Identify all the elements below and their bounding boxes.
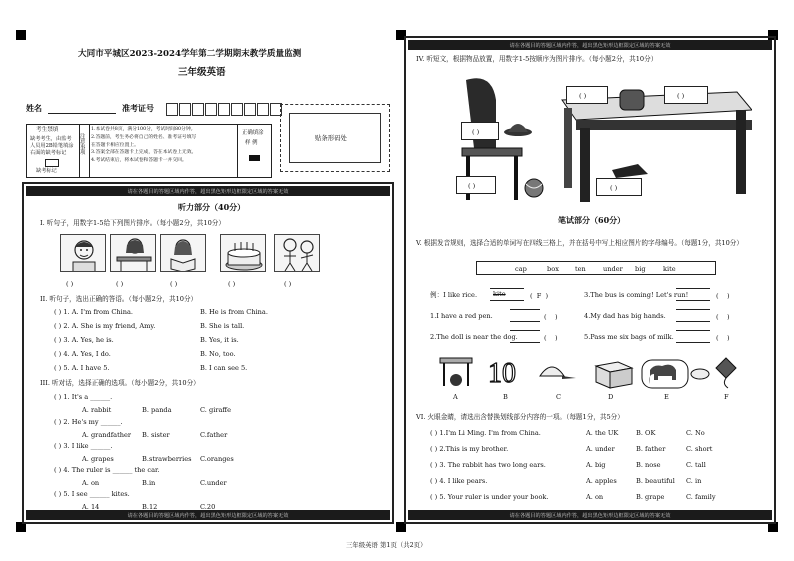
absent-mark-box[interactable]	[45, 159, 59, 167]
q6-question-4[interactable]: ( ) 4. I like pears.	[430, 477, 488, 485]
q4-heading: IV. 听短文，根据物品放置，用数字1-5按顺序为图片排序。（每小题2分，共10分）	[416, 55, 658, 63]
q6-option-a[interactable]: A. the UK	[586, 429, 619, 437]
absent-text-1: 缺考考生，由监考	[30, 136, 72, 142]
q3-option-c[interactable]: C. giraffe	[200, 406, 232, 414]
q3-option-a[interactable]: A. grandfather	[82, 431, 132, 439]
word-bank-word: under	[603, 265, 623, 273]
q2-item-4-b[interactable]: B. No, too.	[200, 350, 236, 358]
q5-item-5: 5.Pass me six bags of milk.	[584, 333, 674, 341]
scene-answer-box[interactable]	[456, 176, 496, 194]
scene-answer-box[interactable]	[596, 178, 642, 196]
four-line-grid[interactable]	[510, 309, 540, 322]
q3-option-c[interactable]: C.oranges	[200, 455, 234, 463]
q6-question-2[interactable]: ( ) 2.This is my brother.	[430, 445, 509, 453]
band-text: 请在各题目的答题区域内作答，超出黑色矩形边框限定区域的答案无效	[509, 512, 671, 519]
four-line-grid[interactable]	[676, 330, 710, 343]
picture-letter-c: C	[556, 393, 562, 401]
example-fill: kite	[493, 290, 506, 298]
q3-option-a[interactable]: A. rabbit	[82, 406, 112, 414]
notes-label: 注意事项	[80, 134, 86, 157]
absent-title: 考生禁填	[36, 127, 59, 133]
notes-label-col	[79, 125, 90, 177]
name-field[interactable]	[48, 113, 116, 114]
q6-option-b[interactable]: B. beautiful	[636, 477, 675, 485]
picture-kids-dancing	[274, 234, 320, 272]
picture-birthday-cake	[220, 234, 266, 272]
q3-option-b[interactable]: B.12	[142, 503, 158, 511]
picture-letter-f: F	[724, 393, 729, 401]
word-bank-word: kite	[663, 265, 676, 273]
absent-text-3: 右面的缺考标记	[30, 150, 67, 156]
scene-blank: ( )	[677, 92, 685, 100]
q6-option-b[interactable]: B. father	[636, 445, 666, 453]
exam-number-grid[interactable]	[166, 101, 283, 120]
notice-table	[26, 124, 272, 178]
word-bank-word: ten	[575, 265, 586, 273]
q5-pictures-illustration	[436, 352, 746, 390]
q6-option-a[interactable]: A. on	[586, 493, 604, 501]
note-line: 3.答案全部在答题卡上完成，答在本试卷上无效。	[91, 150, 197, 156]
q3-option-a[interactable]: A. on	[82, 479, 100, 487]
example-letter: ( F )	[530, 292, 549, 300]
q6-heading: VI. 火眼金睛，请选出含替换划线部分内容的一项。（每题1分，共5分）	[416, 413, 624, 421]
word-bank-word: big	[635, 265, 646, 273]
q2-heading: II. 听句子，选出正确的答语。（每小题2分，共10分）	[40, 295, 198, 303]
q3-option-b[interactable]: B. panda	[142, 406, 172, 414]
q6-question-1[interactable]: ( ) 1.I'm Li Ming. I'm from China.	[430, 429, 541, 437]
q5-letter-blank[interactable]: ( )	[716, 292, 730, 300]
registration-mark	[16, 30, 26, 40]
picture-letter-d: D	[608, 393, 614, 401]
svg-text:10: 10	[488, 358, 516, 389]
q3-heading: III. 听对话，选择正确的选项。（每小题2分，共10分）	[40, 379, 200, 387]
picture-letter-a: A	[453, 393, 458, 401]
q2-item-1-b[interactable]: B. He is from China.	[200, 308, 268, 316]
q6-option-b[interactable]: B. OK	[636, 429, 656, 437]
left-top-band	[26, 186, 390, 196]
filled-mark-sample	[249, 155, 260, 161]
fill-example	[237, 125, 272, 177]
q3-option-c[interactable]: C.under	[200, 479, 227, 487]
picture-boy-eating	[60, 234, 106, 272]
q6-option-a[interactable]: A. under	[586, 445, 615, 453]
q2-item-3[interactable]: ( ) 3. A. Yes, he is.	[54, 336, 114, 344]
q3-option-a[interactable]: A. 14	[82, 503, 100, 511]
q2-item-5[interactable]: ( ) 5. A. I have 5.	[54, 364, 110, 372]
barcode-label: 贴条形码处	[315, 134, 347, 142]
q1-answer-blank[interactable]: ( )	[116, 280, 124, 288]
q5-heading: V. 根据发音规则，选择合适的单词写在四线三格上，并在括号中写上相应图片的字母编号。（每题1分，共10分）	[416, 239, 743, 247]
page-footer: 三年级英语 第1页（共2页）	[346, 541, 427, 549]
girl-reading-icon	[161, 235, 206, 272]
q5-item-3: 3.The bus is coming! Let's run!	[584, 291, 689, 299]
scene-blank: ( )	[468, 182, 476, 190]
scene-blank: ( )	[579, 92, 587, 100]
q3-question-4[interactable]: ( ) 4. The ruler is ______ the car.	[54, 466, 160, 474]
q6-option-a[interactable]: A. big	[586, 461, 606, 469]
four-line-grid[interactable]	[676, 309, 710, 322]
q6-option-b[interactable]: B. nose	[636, 461, 661, 469]
right-bottom-band	[408, 510, 772, 520]
q6-option-c[interactable]: C. family	[686, 493, 716, 501]
q1-answer-blank[interactable]: ( )	[284, 280, 292, 288]
exam-subtitle: 三年级英语	[178, 67, 226, 78]
q3-option-b[interactable]: B. sister	[142, 431, 170, 439]
four-line-grid[interactable]	[510, 330, 540, 343]
fill-example-label: 正确填涂	[242, 130, 264, 136]
q5-letter-blank[interactable]: ( )	[544, 334, 558, 342]
q3-option-c[interactable]: C.father	[200, 431, 228, 439]
note-line: 1.本试卷共8页，满分100分，考试时间80分钟。	[91, 127, 196, 132]
q3-option-c[interactable]: C.20	[200, 503, 216, 511]
scene-answer-box[interactable]	[664, 86, 708, 104]
q3-option-b[interactable]: B.in	[142, 479, 156, 487]
picture-letter-e: E	[664, 393, 669, 401]
q5-letter-blank[interactable]: ( )	[544, 313, 558, 321]
q2-item-1[interactable]: ( ) 1. A. I'm from China.	[54, 308, 134, 316]
four-line-grid[interactable]	[676, 288, 710, 301]
q5-item-4: 4.My dad has big hands.	[584, 312, 666, 320]
listening-title: 听力部分（40分）	[178, 202, 246, 212]
band-text: 请在各题目的答题区域内作答，超出黑色矩形边框限定区域的答案无效	[127, 188, 289, 195]
note-line: 4.考试结束后，将本试卷和答题卡一并交回。	[91, 158, 187, 164]
q2-item-2-b[interactable]: B. She is tall.	[200, 322, 245, 330]
q5-letter-blank[interactable]: ( )	[716, 334, 730, 342]
scene-blank: ( )	[472, 128, 480, 136]
q6-option-c[interactable]: C. tall	[686, 461, 706, 469]
q2-item-2[interactable]: ( ) 2. A. She is my friend, Amy.	[54, 322, 156, 330]
q2-item-4[interactable]: ( ) 4. A. Yes, I do.	[54, 350, 111, 358]
q1-answer-blank[interactable]: ( )	[228, 280, 236, 288]
word-bank-word: cap	[515, 265, 527, 273]
left-bottom-band	[26, 510, 390, 520]
picture-girl-at-desk	[110, 234, 156, 272]
fill-example-label-2: 样 例	[245, 140, 258, 146]
exam-title: 大同市平城区2023-2024学年第二学期期末教学质量监测	[78, 49, 302, 59]
exam-number-label: 准考证号	[122, 103, 154, 113]
note-line: 2.答题前，考生务必将自己的姓名、准考证号填写	[91, 134, 197, 140]
q3-question-2[interactable]: ( ) 2. He's my ______.	[54, 418, 123, 426]
q6-option-c[interactable]: C. No	[686, 429, 705, 437]
q6-question-3[interactable]: ( ) 3. The rabbit has two long ears.	[430, 461, 546, 469]
q3-option-a[interactable]: A. grapes	[82, 455, 114, 463]
word-bank-word: box	[547, 265, 559, 273]
absent-mark-label: 缺考标记	[36, 168, 57, 174]
q5-picture-row	[436, 352, 746, 390]
q5-letter-blank[interactable]: ( )	[716, 313, 730, 321]
picture-girl-reading	[160, 234, 206, 272]
q6-option-b[interactable]: B. grape	[636, 493, 665, 501]
q5-item-2: 2.The doll is near the dog.	[430, 333, 518, 341]
q6-option-c[interactable]: C. in	[686, 477, 702, 485]
note-line: 在答题卡相应位置上。	[91, 142, 139, 148]
q2-item-5-b[interactable]: B. I can see 5.	[200, 364, 248, 372]
boy-eating-icon	[61, 235, 106, 272]
right-top-band	[408, 40, 772, 50]
q6-question-5[interactable]: ( ) 5. Your ruler is under your book.	[430, 493, 549, 501]
scene-answer-box[interactable]	[566, 86, 608, 104]
q3-question-3[interactable]: ( ) 3. I like ______.	[54, 442, 113, 450]
scene-answer-box[interactable]	[461, 122, 499, 140]
four-line-grid[interactable]	[490, 288, 524, 301]
scene-blank: ( )	[610, 184, 618, 192]
absent-text-2: 人员用2B铅笔填涂	[30, 143, 74, 149]
written-title: 笔试部分（60分）	[558, 215, 626, 225]
birthday-cake-icon	[221, 235, 266, 272]
picture-letter-b: B	[503, 393, 508, 401]
word-bank	[476, 261, 716, 275]
q1-answer-blank[interactable]: ( )	[170, 280, 178, 288]
name-label: 姓名	[26, 103, 42, 113]
q1-answer-blank[interactable]: ( )	[66, 280, 74, 288]
absent-section	[27, 125, 80, 177]
q2-item-3-b[interactable]: B. Yes, it is.	[200, 336, 239, 344]
q6-option-c[interactable]: C. short	[686, 445, 713, 453]
notes-list	[91, 128, 196, 164]
band-text: 请在各题目的答题区域内作答，超出黑色矩形边框限定区域的答案无效	[509, 42, 671, 49]
q3-option-b[interactable]: B.strawberries	[142, 455, 192, 463]
q3-question-1[interactable]: ( ) 1. It's a ______.	[54, 393, 113, 401]
girl-desk-icon	[111, 235, 156, 272]
band-text: 请在各题目的答题区域内作答，超出黑色矩形边框限定区域的答案无效	[127, 512, 289, 519]
kids-dancing-icon	[275, 235, 320, 272]
barcode-area	[280, 104, 390, 172]
q1-heading: I. 听句子，用数字1-5给下列图片排序。（每小题2分，共10分）	[40, 219, 225, 227]
q5-example: 例：I like rice.	[430, 291, 478, 299]
example-letter-value: F	[536, 292, 542, 300]
q6-option-a[interactable]: A. apples	[586, 477, 617, 485]
q3-question-5[interactable]: ( ) 5. I see ______ kites.	[54, 490, 130, 498]
q5-item-1: 1.I have a red pen.	[430, 312, 493, 320]
